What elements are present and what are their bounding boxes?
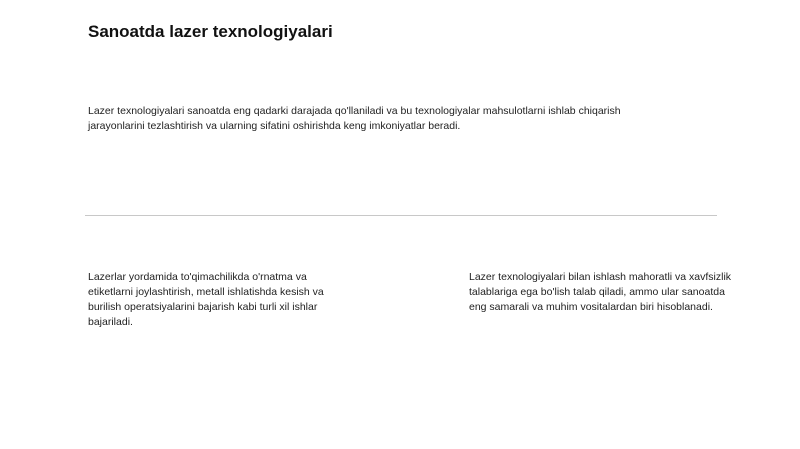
intro-paragraph: Lazer texnologiyalari sanoatda eng qadarki darajada qo'llaniladi va bu texnologiyalar mahsulotlarni ishlab chiqarish jarayonlarini tezlashtirish va ularning sifatini oshirishda keng imkoniyatlar beradi. bbox=[88, 105, 621, 132]
left-column-text: Lazerlar yordamida to'qimachilikda o'rnatma va etiketlarni joylashtirish, metall ishlatishda kesish va burilish operatsiyalarini bajarish kabi turli xil ishlar bajariladi. bbox=[88, 271, 324, 328]
right-column-text: Lazer texnologiyalari bilan ishlash mahoratli va xavfsizlik talablariga ega bo'lish talab qiladi, ammo ular sanoatda eng samarali va muhim vositalardan biri hisoblanadi. bbox=[469, 271, 732, 313]
divider bbox=[85, 215, 717, 216]
slide-title: Sanoatda lazer texnologiyalari bbox=[88, 22, 333, 41]
